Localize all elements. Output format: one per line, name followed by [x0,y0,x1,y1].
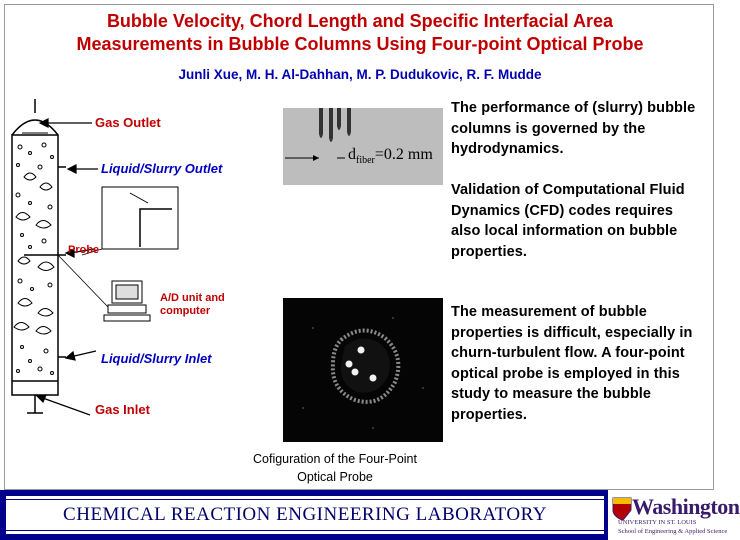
bubble-column-diagram [0,95,290,425]
fiber-diameter-label: $d_{fiber}=0.2$ mm [348,146,433,167]
column-body [12,135,58,395]
authors-line: Junli Xue, M. H. Al-Dahhan, M. P. Dudukovic, R. F. Mudde [178,67,542,82]
diagram-arrows [37,119,98,415]
paragraph-validation: Validation of Computational Fluid Dynamics (CFD) codes requires also local information on bubble properties. [451,182,685,260]
slide-title [0,10,720,56]
paragraph-measurement: The measurement of bubble properties is difficult, especially in churn-turbulent flow. A four-point optical probe is employed in this study to measure the bubble properties. [451,304,693,423]
gas-outlet-label: Gas Outlet [95,115,161,130]
title-line-1: Bubble Velocity, Chord Length and Specific Interfacial Area [106,11,614,31]
liquid-outlet-label: Liquid/Slurry Outlet [101,161,223,176]
bubbles [14,143,54,375]
logo-school-line: School of Engineering & Applied Science [618,528,728,535]
computer-icon [104,281,150,321]
figure-caption: Cofiguration of the Four-Point Optical Probe [253,452,417,484]
liquid-inlet-label: Liquid/Slurry Inlet [101,351,212,366]
title-line-2: Measurements in Bubble Columns Using Four-point Optical Probe [76,34,644,54]
bubble-probe-photo [283,298,443,442]
lab-name: CHEMICAL REACTION ENGINEERING LABORATORY [63,504,547,525]
ad-unit-label: A/D unit and computer [160,292,225,317]
gas-inlet-label: Gas Inlet [95,402,150,417]
logo-wordmark: Washington [632,494,740,519]
logo-university-line: UNIVERSITY IN ST. LOUIS [618,519,697,526]
footer-bar [0,490,728,540]
probe-label: Probe [68,244,100,256]
paragraph-performance: The performance of (slurry) bubble columns is governed by the hydrodynamics. [451,100,696,157]
